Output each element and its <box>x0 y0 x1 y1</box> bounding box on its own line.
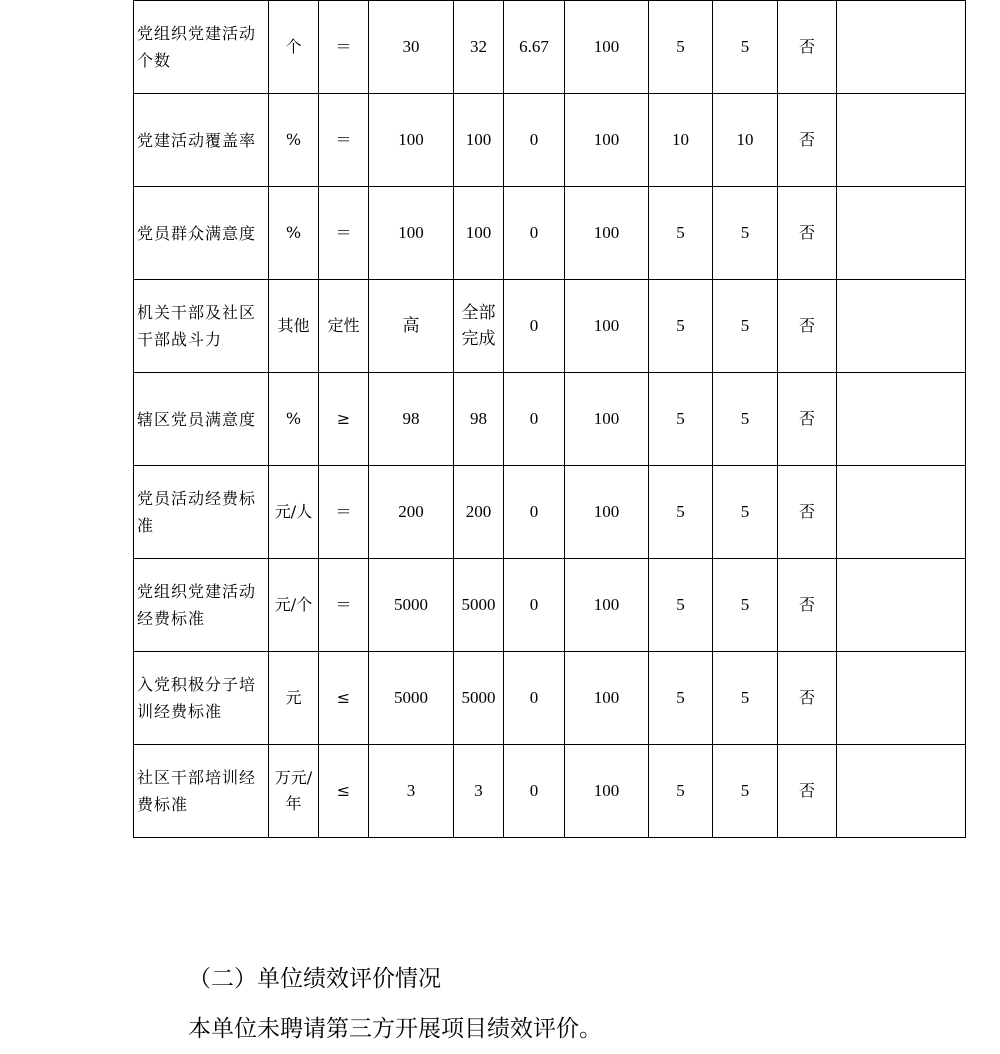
adjusted-cell: 否 <box>778 94 837 187</box>
adjusted-cell: 否 <box>778 187 837 280</box>
completion-cell: 100 <box>565 187 649 280</box>
indicator-cell: 辖区党员满意度 <box>134 373 269 466</box>
target-value-cell: 3 <box>369 745 454 838</box>
target-value-cell: 5000 <box>369 559 454 652</box>
score-cell: 5 <box>713 373 778 466</box>
target-value-cell: 5000 <box>369 652 454 745</box>
completion-cell: 100 <box>565 94 649 187</box>
table-row <box>134 1 966 94</box>
operator-cell: 定性 <box>319 280 369 373</box>
deviation-cell: 0 <box>504 280 565 373</box>
note-cell <box>837 373 966 466</box>
score-cell: 10 <box>713 94 778 187</box>
indicator-cell: 机关干部及社区干部战斗力 <box>134 280 269 373</box>
deviation-cell: 6.67 <box>504 1 565 94</box>
completion-cell: 100 <box>565 280 649 373</box>
note-cell <box>837 466 966 559</box>
target-value-cell: 100 <box>369 187 454 280</box>
completion-cell: 100 <box>565 373 649 466</box>
deviation-cell: 0 <box>504 187 565 280</box>
note-cell <box>837 559 966 652</box>
actual-value-cell: 98 <box>454 373 504 466</box>
adjusted-cell: 否 <box>778 466 837 559</box>
actual-value-cell: 5000 <box>454 559 504 652</box>
weight-cell: 5 <box>649 652 713 745</box>
actual-value-cell: 全部完成 <box>454 280 504 373</box>
target-value-cell: 100 <box>369 94 454 187</box>
note-cell <box>837 745 966 838</box>
target-value-cell: 30 <box>369 1 454 94</box>
weight-cell: 5 <box>649 280 713 373</box>
indicator-cell: 入党积极分子培训经费标准 <box>134 652 269 745</box>
unit-cell: 其他 <box>269 280 319 373</box>
table-row <box>134 280 966 373</box>
table-row <box>134 559 966 652</box>
table-row <box>134 466 966 559</box>
table-row <box>134 745 966 838</box>
deviation-cell: 0 <box>504 652 565 745</box>
indicator-cell: 党组织党建活动个数 <box>134 1 269 94</box>
indicator-cell: 党员群众满意度 <box>134 187 269 280</box>
score-cell: 5 <box>713 187 778 280</box>
deviation-cell: 0 <box>504 745 565 838</box>
weight-cell: 5 <box>649 373 713 466</box>
adjusted-cell: 否 <box>778 652 837 745</box>
adjusted-cell: 否 <box>778 373 837 466</box>
unit-cell: % <box>269 94 319 187</box>
adjusted-cell: 否 <box>778 280 837 373</box>
actual-value-cell: 3 <box>454 745 504 838</box>
weight-cell: 5 <box>649 559 713 652</box>
indicator-cell: 社区干部培训经费标准 <box>134 745 269 838</box>
note-cell <box>837 94 966 187</box>
score-cell: 5 <box>713 559 778 652</box>
operator-cell: ＝ <box>319 94 369 187</box>
unit-cell: 元/人 <box>269 466 319 559</box>
note-cell <box>837 652 966 745</box>
operator-cell: ＝ <box>319 559 369 652</box>
table-body <box>134 1 966 838</box>
target-value-cell: 200 <box>369 466 454 559</box>
actual-value-cell: 100 <box>454 187 504 280</box>
completion-cell: 100 <box>565 745 649 838</box>
completion-cell: 100 <box>565 466 649 559</box>
target-value-cell: 高 <box>369 280 454 373</box>
unit-cell: % <box>269 373 319 466</box>
actual-value-cell: 32 <box>454 1 504 94</box>
unit-cell: 元 <box>269 652 319 745</box>
adjusted-cell: 否 <box>778 745 837 838</box>
table-row <box>134 187 966 280</box>
indicator-cell: 党组织党建活动经费标准 <box>134 559 269 652</box>
score-cell: 5 <box>713 466 778 559</box>
section-heading: （二）单位绩效评价情况 <box>188 966 441 992</box>
score-cell: 5 <box>713 745 778 838</box>
note-cell <box>837 187 966 280</box>
weight-cell: 5 <box>649 745 713 838</box>
unit-cell: 个 <box>269 1 319 94</box>
completion-cell: 100 <box>565 559 649 652</box>
weight-cell: 5 <box>649 1 713 94</box>
operator-cell: ＝ <box>319 1 369 94</box>
unit-cell: % <box>269 187 319 280</box>
deviation-cell: 0 <box>504 559 565 652</box>
operator-cell: ≥ <box>319 373 369 466</box>
actual-value-cell: 100 <box>454 94 504 187</box>
deviation-cell: 0 <box>504 466 565 559</box>
adjusted-cell: 否 <box>778 559 837 652</box>
operator-cell: ＝ <box>319 466 369 559</box>
deviation-cell: 0 <box>504 373 565 466</box>
table-row <box>134 373 966 466</box>
note-cell <box>837 280 966 373</box>
unit-cell: 元/个 <box>269 559 319 652</box>
completion-cell: 100 <box>565 652 649 745</box>
note-cell <box>837 1 966 94</box>
operator-cell: ≤ <box>319 745 369 838</box>
adjusted-cell: 否 <box>778 1 837 94</box>
weight-cell: 5 <box>649 187 713 280</box>
weight-cell: 10 <box>649 94 713 187</box>
weight-cell: 5 <box>649 466 713 559</box>
section-body-text: 本单位未聘请第三方开展项目绩效评价。 <box>188 1016 602 1042</box>
indicator-cell: 党员活动经费标准 <box>134 466 269 559</box>
target-value-cell: 98 <box>369 373 454 466</box>
actual-value-cell: 200 <box>454 466 504 559</box>
score-cell: 5 <box>713 280 778 373</box>
actual-value-cell: 5000 <box>454 652 504 745</box>
completion-cell: 100 <box>565 1 649 94</box>
unit-cell: 万元/年 <box>269 745 319 838</box>
table-row <box>134 94 966 187</box>
performance-indicator-table <box>133 0 966 838</box>
table-row <box>134 652 966 745</box>
score-cell: 5 <box>713 652 778 745</box>
operator-cell: ＝ <box>319 187 369 280</box>
operator-cell: ≤ <box>319 652 369 745</box>
indicator-cell: 党建活动覆盖率 <box>134 94 269 187</box>
deviation-cell: 0 <box>504 94 565 187</box>
score-cell: 5 <box>713 1 778 94</box>
